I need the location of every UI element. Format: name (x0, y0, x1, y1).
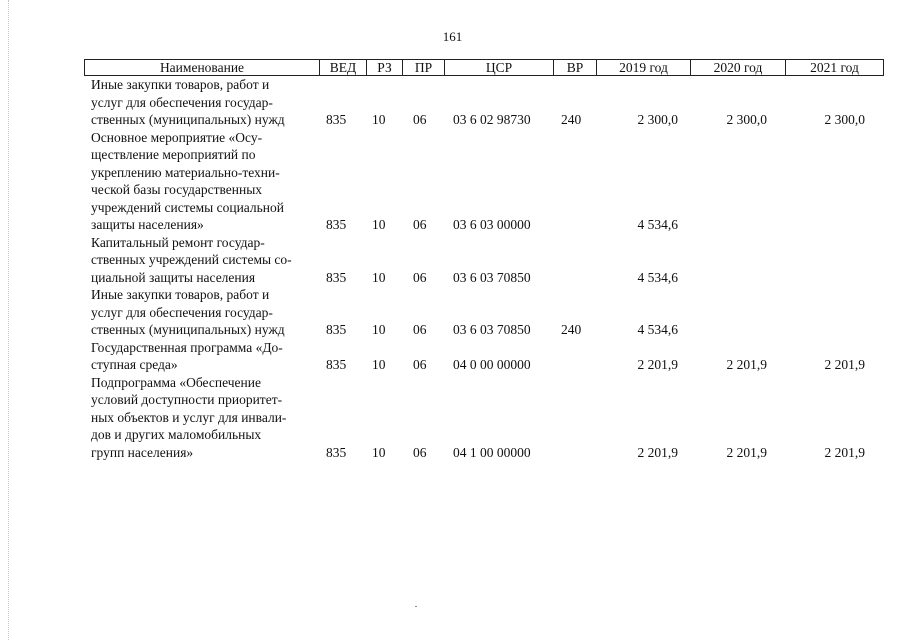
row-2019: 2 300,0 (637, 112, 678, 127)
row-csr: 03 6 03 00000 (453, 217, 531, 232)
header-vr: ВР (554, 60, 597, 76)
table-row (84, 76, 884, 129)
row-name: Капитальный ремонт государ- ственных учреждений системы со- циальной защиты населения (91, 234, 292, 285)
row-name: Иные закупки товаров, работ и услуг для обеспечения государ- ственных (муниципальных) нужд (91, 287, 285, 337)
row-csr: 04 0 00 00000 (453, 357, 531, 372)
row-pr: 06 (413, 357, 427, 372)
row-2020: 2 201,9 (726, 444, 767, 460)
table-row (84, 339, 884, 374)
row-rz: 10 (372, 322, 386, 337)
row-csr: 04 1 00 00000 (453, 444, 531, 460)
header-ved: ВЕД (320, 60, 367, 76)
table-row (84, 286, 884, 339)
row-rz: 10 (372, 444, 386, 460)
left-margin-line (8, 0, 9, 640)
row-pr: 06 (413, 269, 427, 285)
header-2019: 2019 год (597, 60, 691, 76)
row-rz: 10 (372, 217, 386, 232)
row-2020: 2 201,9 (726, 357, 767, 372)
row-2019: 2 201,9 (637, 357, 678, 372)
header-pr: ПР (403, 60, 445, 76)
table-row (84, 129, 884, 234)
row-pr: 06 (413, 322, 427, 337)
row-rz: 10 (372, 112, 386, 127)
header-2021: 2021 год (786, 60, 884, 76)
row-2019: 2 201,9 (637, 444, 678, 460)
row-name: Подпрограмма «Обеспечение условий доступности приоритет- ных объектов и услуг для инвали- дов и других маломобильных групп населения» (91, 374, 287, 460)
row-2020: 2 300,0 (726, 112, 767, 127)
row-2021: 2 300,0 (824, 112, 865, 127)
row-pr: 06 (413, 112, 427, 127)
row-pr: 06 (413, 444, 427, 460)
row-ved: 835 (326, 112, 347, 127)
scan-speck (415, 606, 417, 607)
row-2019: 4 534,6 (637, 269, 678, 285)
row-ved: 835 (326, 322, 347, 337)
row-2021: 2 201,9 (824, 357, 865, 372)
row-csr: 03 6 02 98730 (453, 112, 531, 127)
row-name: Государственная программа «До- ступная среда» (91, 339, 283, 372)
header-rz: РЗ (367, 60, 403, 76)
row-vr: 240 (561, 112, 582, 127)
row-csr: 03 6 03 70850 (453, 269, 531, 285)
row-csr: 03 6 03 70850 (453, 322, 531, 337)
row-name: Иные закупки товаров, работ и услуг для обеспечения государ- ственных (муниципальных) нужд (91, 77, 285, 127)
row-name: Основное мероприятие «Осу- ществление мероприятий по укреплению материально-техни- ческой базы государственных учреждений системы социальной защиты населения» (91, 129, 285, 232)
row-2019: 4 534,6 (637, 322, 678, 337)
row-2019: 4 534,6 (637, 217, 678, 232)
row-ved: 835 (326, 444, 347, 460)
header-csr: ЦСР (445, 60, 554, 76)
row-rz: 10 (372, 269, 386, 285)
row-vr: 240 (561, 322, 582, 337)
row-ved: 835 (326, 217, 347, 232)
row-pr: 06 (413, 217, 427, 232)
table-header (84, 59, 884, 76)
row-ved: 835 (326, 357, 347, 372)
header-2020: 2020 год (691, 60, 786, 76)
table-body (84, 76, 884, 461)
page-number: 161 (442, 29, 463, 44)
table-row (84, 374, 884, 462)
row-ved: 835 (326, 269, 347, 285)
row-rz: 10 (372, 357, 386, 372)
header-name: Наименование (85, 60, 320, 76)
table-row (84, 234, 884, 287)
row-2021: 2 201,9 (824, 444, 865, 460)
